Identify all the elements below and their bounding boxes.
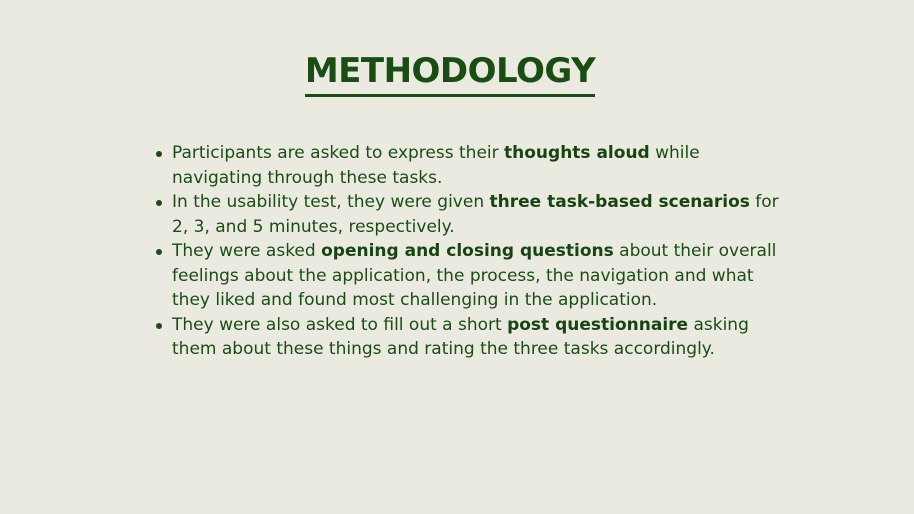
bullet-emphasis: thoughts aloud [504, 143, 650, 163]
bullet-text: asking them about these things and rating the three tasks accordingly. [172, 314, 749, 359]
title-container [0, 50, 900, 97]
bullet-text: In the usability test, they were given [172, 192, 490, 212]
bullet-dot-icon [156, 151, 162, 157]
bullet-text: They were asked [172, 241, 322, 261]
bullet-dot-icon [156, 249, 162, 255]
bullet-text: They were also asked to fill out a short [172, 314, 508, 335]
bullet-emphasis: opening and closing questions [321, 241, 614, 261]
bullet-text: while navigating through these tasks. [172, 143, 700, 188]
bullet-item [154, 141, 794, 190]
bullet-emphasis: three task-based scenarios [489, 192, 750, 212]
slide-title: METHODOLOGY [305, 50, 595, 97]
bullet-item [154, 190, 794, 239]
bullet-emphasis: post questionnaire [507, 314, 689, 335]
bullet-list [154, 141, 794, 362]
bullet-text: about their overall feelings about the application, the process, the navigation and what they liked and found most challenging in the application. [172, 241, 777, 310]
bullet-item [154, 239, 794, 313]
bullet-text: for 2, 3, and 5 minutes, respectively. [172, 192, 779, 237]
bullet-dot-icon [156, 200, 162, 206]
bullet-text: Participants are asked to express their [172, 143, 505, 163]
bullet-dot-icon [156, 323, 162, 329]
bullet-item [154, 313, 794, 362]
